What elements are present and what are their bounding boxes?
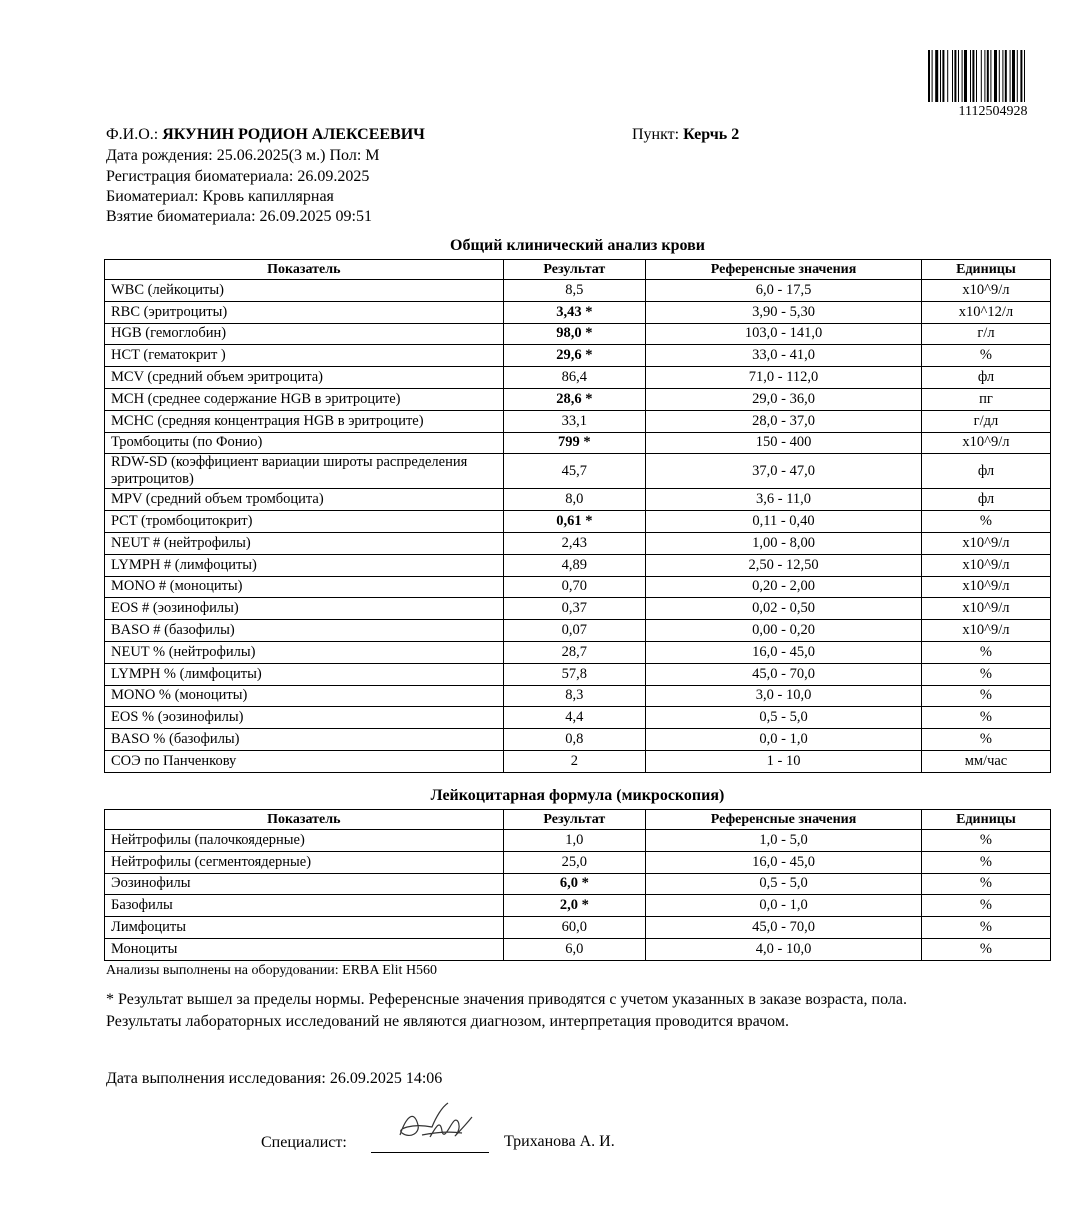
parameter-name: Эозинофилы — [105, 873, 504, 895]
unit-value: х10^9/л — [921, 576, 1050, 598]
reference-range: 2,50 - 12,50 — [646, 554, 922, 576]
reference-range: 16,0 - 45,0 — [646, 641, 922, 663]
reference-range: 71,0 - 112,0 — [646, 367, 922, 389]
result-value: 8,0 — [503, 489, 646, 511]
parameter-name: MONO # (моноциты) — [105, 576, 504, 598]
col-header-units: Единицы — [921, 810, 1050, 830]
col-header-reference: Референсные значения — [646, 810, 922, 830]
col-header-result: Результат — [503, 810, 646, 830]
parameter-name: Лимфоциты — [105, 917, 504, 939]
unit-value: % — [921, 938, 1050, 960]
reference-range: 33,0 - 41,0 — [646, 345, 922, 367]
reference-range: 45,0 - 70,0 — [646, 663, 922, 685]
parameter-name: NEUT # (нейтрофилы) — [105, 532, 504, 554]
result-value: 0,07 — [503, 620, 646, 642]
unit-value: х10^12/л — [921, 301, 1050, 323]
unit-value: % — [921, 707, 1050, 729]
point-label: Пункт: — [632, 126, 680, 143]
parameter-name: WBC (лейкоциты) — [105, 280, 504, 302]
parameter-name: MPV (средний объем тромбоцита) — [105, 489, 504, 511]
parameter-name: Тромбоциты (по Фонио) — [105, 432, 504, 454]
parameter-name: RDW-SD (коэффициент вариации широты распределения эритроцитов) — [105, 454, 504, 489]
unit-value: х10^9/л — [921, 620, 1050, 642]
result-value: 0,8 — [503, 729, 646, 751]
reference-range: 0,5 - 5,0 — [646, 873, 922, 895]
collection-date: Взятие биоматериала: 26.09.2025 09:51 — [106, 208, 372, 225]
unit-value: г/дл — [921, 410, 1050, 432]
unit-value: % — [921, 873, 1050, 895]
parameter-name: СОЭ по Панченкову — [105, 750, 504, 772]
result-value: 3,43 * — [503, 301, 646, 323]
parameter-name: MCHC (средняя концентрация HGB в эритроците) — [105, 410, 504, 432]
result-value: 86,4 — [503, 367, 646, 389]
unit-value: фл — [921, 367, 1050, 389]
unit-value: % — [921, 641, 1050, 663]
table-row — [105, 280, 1051, 302]
table-row — [105, 938, 1051, 960]
table-row — [105, 301, 1051, 323]
reference-range: 0,0 - 1,0 — [646, 729, 922, 751]
table-row — [105, 576, 1051, 598]
result-value: 799 * — [503, 432, 646, 454]
table-row — [105, 663, 1051, 685]
result-value: 2,43 — [503, 532, 646, 554]
result-value: 8,5 — [503, 280, 646, 302]
table-row — [105, 410, 1051, 432]
result-value: 2 — [503, 750, 646, 772]
reference-range: 3,6 - 11,0 — [646, 489, 922, 511]
table-row — [105, 620, 1051, 642]
table-row — [105, 873, 1051, 895]
table-row — [105, 707, 1051, 729]
result-value: 8,3 — [503, 685, 646, 707]
table-row — [105, 511, 1051, 533]
reference-range: 0,02 - 0,50 — [646, 598, 922, 620]
table-row — [105, 685, 1051, 707]
table-row — [105, 367, 1051, 389]
reference-range: 6,0 - 17,5 — [646, 280, 922, 302]
result-value: 25,0 — [503, 851, 646, 873]
table-row — [105, 851, 1051, 873]
disclaimer-line-1: * Результат вышел за пределы нормы. Референсные значения приводятся с учетом указанных в заказе возраста, пола. — [106, 991, 907, 1008]
parameter-name: HCT (гематокрит ) — [105, 345, 504, 367]
result-value: 4,89 — [503, 554, 646, 576]
parameter-name: NEUT % (нейтрофилы) — [105, 641, 504, 663]
table-row — [105, 454, 1051, 489]
leuko-table — [104, 809, 1051, 961]
table-row — [105, 554, 1051, 576]
table-row — [105, 388, 1051, 410]
reference-range: 0,00 - 0,20 — [646, 620, 922, 642]
cbc-table — [104, 259, 1051, 773]
unit-value: % — [921, 729, 1050, 751]
unit-value: фл — [921, 454, 1050, 489]
result-value: 0,61 * — [503, 511, 646, 533]
parameter-name: RBC (эритроциты) — [105, 301, 504, 323]
reference-range: 1 - 10 — [646, 750, 922, 772]
result-value: 0,70 — [503, 576, 646, 598]
col-header-units: Единицы — [921, 260, 1050, 280]
unit-value: х10^9/л — [921, 554, 1050, 576]
reference-range: 0,5 - 5,0 — [646, 707, 922, 729]
result-value: 45,7 — [503, 454, 646, 489]
result-value: 33,1 — [503, 410, 646, 432]
parameter-name: Моноциты — [105, 938, 504, 960]
signature-image — [392, 1097, 482, 1149]
parameter-name: EOS % (эозинофилы) — [105, 707, 504, 729]
table-row — [105, 532, 1051, 554]
barcode-number: 1112504928 — [958, 104, 1028, 119]
result-value: 28,7 — [503, 641, 646, 663]
reference-range: 0,20 - 2,00 — [646, 576, 922, 598]
unit-value: % — [921, 895, 1050, 917]
unit-value: % — [921, 345, 1050, 367]
reference-range: 45,0 - 70,0 — [646, 917, 922, 939]
leuko-title: Лейкоцитарная формула (микроскопия) — [430, 787, 725, 804]
result-value: 28,6 * — [503, 388, 646, 410]
table-row — [105, 345, 1051, 367]
table-row — [105, 323, 1051, 345]
parameter-name: EOS # (эозинофилы) — [105, 598, 504, 620]
result-value: 57,8 — [503, 663, 646, 685]
table-row — [105, 830, 1051, 852]
unit-value: х10^9/л — [921, 280, 1050, 302]
fio-label: Ф.И.О.: — [106, 126, 159, 143]
birth-date: Дата рождения: 25.06.2025(3 м.) Пол: М — [106, 147, 380, 164]
reference-range: 0,11 - 0,40 — [646, 511, 922, 533]
reference-range: 37,0 - 47,0 — [646, 454, 922, 489]
parameter-name: HGB (гемоглобин) — [105, 323, 504, 345]
col-header-parameter: Показатель — [105, 260, 504, 280]
parameter-name: PCT (тромбоцитокрит) — [105, 511, 504, 533]
disclaimer-line-2: Результаты лабораторных исследований не являются диагнозом, интерпретация проводится врачом. — [106, 1013, 789, 1030]
col-header-result: Результат — [503, 260, 646, 280]
parameter-name: Нейтрофилы (палочкоядерные) — [105, 830, 504, 852]
table-row — [105, 641, 1051, 663]
table-row — [105, 729, 1051, 751]
reference-range: 3,90 - 5,30 — [646, 301, 922, 323]
unit-value: % — [921, 663, 1050, 685]
parameter-name: MONO % (моноциты) — [105, 685, 504, 707]
table-row — [105, 895, 1051, 917]
reference-range: 16,0 - 45,0 — [646, 851, 922, 873]
table-row — [105, 432, 1051, 454]
point-value: Керчь 2 — [683, 126, 740, 143]
reference-range: 29,0 - 36,0 — [646, 388, 922, 410]
completion-date: Дата выполнения исследования: 26.09.2025 14:06 — [106, 1070, 443, 1087]
patient-name-line — [106, 125, 425, 145]
reference-range: 103,0 - 141,0 — [646, 323, 922, 345]
unit-value: % — [921, 917, 1050, 939]
unit-value: % — [921, 830, 1050, 852]
unit-value: % — [921, 685, 1050, 707]
parameter-name: Нейтрофилы (сегментоядерные) — [105, 851, 504, 873]
result-value: 60,0 — [503, 917, 646, 939]
unit-value: пг — [921, 388, 1050, 410]
parameter-name: Базофилы — [105, 895, 504, 917]
registration-date: Регистрация биоматериала: 26.09.2025 — [106, 168, 370, 185]
result-value: 29,6 * — [503, 345, 646, 367]
result-value: 6,0 — [503, 938, 646, 960]
parameter-name: LYMPH # (лимфоциты) — [105, 554, 504, 576]
reference-range: 0,0 - 1,0 — [646, 895, 922, 917]
reference-range: 28,0 - 37,0 — [646, 410, 922, 432]
patient-name: ЯКУНИН РОДИОН АЛЕКСЕЕВИЧ — [162, 126, 425, 143]
point-line — [632, 125, 739, 145]
result-value: 4,4 — [503, 707, 646, 729]
unit-value: х10^9/л — [921, 598, 1050, 620]
parameter-name: BASO # (базофилы) — [105, 620, 504, 642]
unit-value: мм/час — [921, 750, 1050, 772]
result-value: 1,0 — [503, 830, 646, 852]
biomaterial: Биоматериал: Кровь капиллярная — [106, 188, 334, 205]
unit-value: фл — [921, 489, 1050, 511]
table-header-row — [105, 260, 1051, 280]
specialist-label: Специалист: — [261, 1134, 347, 1151]
reference-range: 150 - 400 — [646, 432, 922, 454]
table-row — [105, 917, 1051, 939]
table-row — [105, 750, 1051, 772]
reference-range: 4,0 - 10,0 — [646, 938, 922, 960]
col-header-parameter: Показатель — [105, 810, 504, 830]
reference-range: 3,0 - 10,0 — [646, 685, 922, 707]
unit-value: % — [921, 851, 1050, 873]
reference-range: 1,00 - 8,00 — [646, 532, 922, 554]
result-value: 6,0 * — [503, 873, 646, 895]
result-value: 98,0 * — [503, 323, 646, 345]
specialist-name: Триханова А. И. — [504, 1133, 615, 1150]
equipment-note: Анализы выполнены на оборудовании: ERBA Elit H560 — [106, 963, 438, 978]
table-header-row — [105, 810, 1051, 830]
parameter-name: MCH (среднее содержание HGB в эритроците) — [105, 388, 504, 410]
parameter-name: LYMPH % (лимфоциты) — [105, 663, 504, 685]
unit-value: х10^9/л — [921, 432, 1050, 454]
unit-value: х10^9/л — [921, 532, 1050, 554]
parameter-name: BASO % (базофилы) — [105, 729, 504, 751]
table-row — [105, 489, 1051, 511]
col-header-reference: Референсные значения — [646, 260, 922, 280]
reference-range: 1,0 - 5,0 — [646, 830, 922, 852]
unit-value: г/л — [921, 323, 1050, 345]
unit-value: % — [921, 511, 1050, 533]
result-value: 2,0 * — [503, 895, 646, 917]
barcode-image — [928, 50, 1054, 102]
result-value: 0,37 — [503, 598, 646, 620]
table-row — [105, 598, 1051, 620]
cbc-title: Общий клинический анализ крови — [450, 237, 705, 254]
signature-line — [371, 1152, 489, 1153]
parameter-name: MCV (средний объем эритроцита) — [105, 367, 504, 389]
